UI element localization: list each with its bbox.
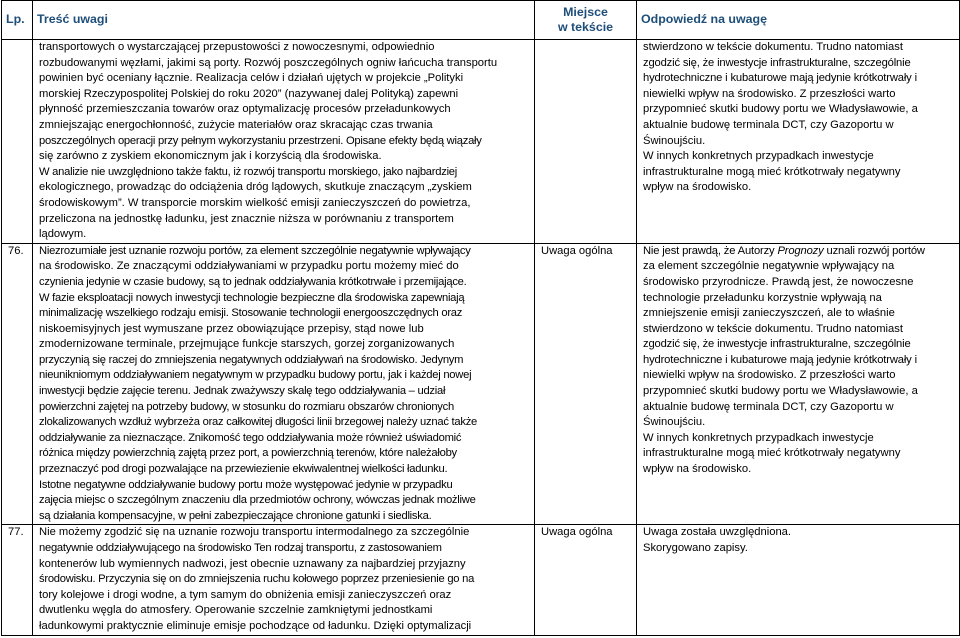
content-line: dwutlenku węgla do atmosfery. Operowanie szczelnie zamkniętymi jednostkami bbox=[39, 604, 433, 617]
content-line: czynienia jedynie w czasie budowy, są to jednak oddziaływania krótkotrwałe i przemijające. bbox=[39, 275, 467, 288]
row-content bbox=[33, 40, 535, 244]
response-line: zgodzić się, że inwestycje infrastrukturalne, szczególnie bbox=[643, 56, 911, 69]
content-line: na środowisko. Ze znaczącymi oddziaływaniami w przypadku portu możemy mieć do bbox=[39, 260, 459, 273]
response-line: aktualnie budowę terminala DCT, czy Gazoportu w bbox=[643, 400, 894, 413]
content-line: tory kolejowe i drogi wodne, a tym samym do obniżenia emisji zanieczyszczeń oraz bbox=[39, 588, 452, 601]
response-line: zmniejszenie emisji zanieczyszczeń, ale to właśnie bbox=[643, 307, 895, 320]
response-line: niewielki wpływ na środowisko. Z przeszłości warto bbox=[643, 369, 896, 382]
response-line: niewielki wpływ na środowisko. Z przeszłości warto bbox=[643, 87, 896, 100]
content-line: niskoemisyjnych jest wymuszane przez obowiązujące przepisy, stąd nowe lub bbox=[39, 322, 424, 335]
table-row bbox=[2, 525, 960, 635]
content-line: przyczynią się raczej do zmniejszenia negatywnych oddziaływań na środowisko. Jedynym bbox=[39, 353, 464, 366]
content-line: ekologicznego, prowadząc do odciążenia dróg lądowych, skutkuje znaczącym „zyskiem bbox=[39, 181, 472, 194]
response-line: stwierdzono w tekście dokumentu. Trudno natomiast bbox=[643, 41, 903, 53]
response-line bbox=[643, 244, 953, 260]
response-text: Nie jest prawdą, że Autorzy bbox=[643, 244, 778, 257]
header-place bbox=[535, 1, 637, 40]
content-line: przeznaczyć pod drogi pozwalające na przewiezienie ekwiwalentnej wielkości ładunku. bbox=[39, 463, 448, 476]
content-line: minimalizację wszelkiego rodzaju emisji. Stosowanie technologii energooszczędnych oraz bbox=[39, 307, 463, 320]
header-lp: Lp. bbox=[2, 1, 33, 40]
response-line: za element szczególnie negatywnie wpływający na bbox=[643, 260, 895, 273]
content-line: są działania kompensacyjne, w pełni zabezpieczające chronione gatunki i siedliska. bbox=[39, 509, 432, 522]
content-line: Nie możemy zgodzić się na uznanie rozwoju transportu intermodalnego za szczególnie bbox=[39, 526, 470, 539]
response-line: hydrotechniczne i kubaturowe mają jedynie krótkotrwały i bbox=[643, 353, 917, 366]
header-response: Odpowiedź na uwagę bbox=[637, 1, 960, 40]
content-line: ładunkowymi praktycznie eliminuje emisje pochodzące od ładunku. Dzięki optymalizacji bbox=[39, 619, 472, 632]
content-line: W analizie nie uwzględniono także faktu, iż rozwój transportu morskiego, jako najbardziej bbox=[39, 165, 458, 178]
response-line: hydrotechniczne i kubaturowe mają jedynie krótkotrwały i bbox=[643, 72, 917, 85]
response-line: infrastrukturalne mogą mieć krótkotrwały negatywny bbox=[643, 447, 901, 460]
content-line: inwestycji będzie zajęcie terenu. Jednak zważywszy skalę tego oddziaływania – udział bbox=[39, 385, 446, 398]
response-line: stwierdzono w tekście dokumentu. Trudno natomiast bbox=[643, 322, 903, 335]
content-line: przeliczona na jednostkę ładunku, jest znacznie niższa w porównaniu z transportem bbox=[39, 212, 454, 225]
response-line: aktualnie budowę terminala DCT, czy Gazoportu w bbox=[643, 118, 894, 131]
content-line: transportowych o wystarczającej przepustowości z nowoczesnymi, odpowiednio bbox=[39, 41, 435, 53]
response-line: przypomnieć skutki budowy portu we Władysławowie, a bbox=[643, 103, 918, 116]
content-line: oddziaływanie za nieznaczące. Znikomość tego oddziaływania może również uświadomić bbox=[39, 431, 462, 444]
comments-table bbox=[1, 0, 960, 636]
content-line: powierzchni zajętej na potrzeby budowy, w stosunku do rozmiaru obszarów chronionych bbox=[39, 400, 454, 413]
row-content bbox=[33, 525, 535, 635]
content-line: lądowym. bbox=[39, 228, 87, 241]
row-place: Uwaga ogólna bbox=[535, 525, 637, 635]
content-line: rozbudowanymi węzłami, jakimi są porty. Rozwój poszczególnych ogniw łańcucha transportu bbox=[39, 56, 498, 69]
table-row bbox=[2, 243, 960, 525]
content-line: W fazie eksploatacji nowych inwestycji technologie bezpieczne dla środowiska zapewniają bbox=[39, 291, 465, 304]
row-lp: 76. bbox=[2, 243, 33, 525]
content-line: się zarówno z zyskiem ekonomicznym jak i korzyścią dla środowiska. bbox=[39, 150, 382, 163]
content-line: poszczególnych operacji przy pełnym wykorzystaniu przestrzeni. Opisane efekty będą wiązały bbox=[39, 134, 482, 147]
response-line: Świnoujściu. bbox=[643, 416, 706, 429]
row-response bbox=[637, 243, 960, 525]
response-line: infrastrukturalne mogą mieć krótkotrwały negatywny bbox=[643, 165, 901, 178]
response-line: Skorygowano zapisy. bbox=[643, 542, 748, 554]
table-header-row bbox=[2, 1, 960, 40]
response-line: Uwaga została uwzględniona. bbox=[643, 526, 792, 539]
content-line: płynność przemieszczania towarów oraz optymalizację procesów przeładunkowych bbox=[39, 103, 451, 116]
content-line: różnica między powierzchnią zajętą przez port, a powierzchnią terenów, które należałoby bbox=[39, 447, 457, 460]
content-line: Istotne negatywne oddziaływanie budowy portu może występować jedynie w przypadku bbox=[39, 478, 453, 491]
row-content bbox=[33, 243, 535, 525]
content-line: Niezrozumiałe jest uznanie rozwoju portów, za element szczególnie negatywnie wpływający bbox=[39, 244, 471, 257]
content-line: zajęcia miejsc o szczególnym znaczeniu dla przedmiotów ochrony, wówczas jednak możliwe bbox=[39, 494, 476, 507]
content-line: zmniejszając energochłonność, zużycie materiałów oraz skracając czas trwania bbox=[39, 118, 433, 131]
content-line: zmodernizowane terminale, przejmujące funkcje starszych, gorzej zorganizowanych bbox=[39, 338, 455, 351]
header-content: Treść uwagi bbox=[33, 1, 535, 40]
response-italic-term: Prognozy bbox=[777, 244, 824, 257]
header-place-line1: Miejsce bbox=[563, 5, 608, 19]
content-line: kontenerów lub wymiennych nadwozi, jest obecnie uznawany za najbardziej przyjazny bbox=[39, 557, 466, 570]
row-lp: 77. bbox=[2, 525, 33, 635]
content-line: środowisku. Przyczynia się on do zmniejszenia ruchu kołowego poprzez przeniesienie go na bbox=[39, 573, 475, 586]
response-line: przypomnieć skutki budowy portu we Władysławowie, a bbox=[643, 385, 918, 398]
content-line: zlokalizowanych wzdłuż wybrzeża oraz całkowitej długości linii brzegowej należy uznać także bbox=[39, 416, 478, 429]
response-line: Świnoujściu. bbox=[643, 134, 706, 147]
header-place-line2: w tekście bbox=[557, 20, 614, 34]
row-place: Uwaga ogólna bbox=[535, 243, 637, 525]
response-line: W innych konkretnych przypadkach inwestycje bbox=[643, 150, 874, 163]
row-place bbox=[535, 40, 637, 244]
row-response bbox=[637, 40, 960, 244]
response-line: wpływ na środowisko. bbox=[643, 463, 752, 476]
content-line: negatywnie oddziaływującego na środowisko Ten rodzaj transportu, z zastosowaniem bbox=[39, 542, 442, 554]
response-line: W innych konkretnych przypadkach inwestycje bbox=[643, 431, 874, 444]
response-line: technologie przeładunku korzystnie wpływają na bbox=[643, 291, 882, 304]
response-line: wpływ na środowisko. bbox=[643, 181, 752, 194]
response-line: zgodzić się, że inwestycje infrastrukturalne, szczególnie bbox=[643, 338, 911, 351]
row-lp bbox=[2, 40, 33, 244]
content-line: powinien być oceniany łącznie. Realizacja celów i działań ujętych w projekcie „Polityki bbox=[39, 72, 464, 85]
table-row bbox=[2, 40, 960, 244]
content-line: morskiej Rzeczypospolitej Polskiej do roku 2020” (nazywanej dalej Polityką) zapewni bbox=[39, 87, 459, 100]
content-line: środowiskowym”. W transporcie morskim wielkość emisji zanieczyszczeń do powietrza, bbox=[39, 196, 471, 209]
response-line: środowisko przyrodnicze. Prawdą jest, że nowoczesne bbox=[643, 275, 914, 288]
row-response bbox=[637, 525, 960, 635]
content-line: nieunikniomym oddziaływaniem negatywnym w przypadku budowy portu, jak i każdej nowej bbox=[39, 369, 472, 382]
response-text: uznali rozwój portów bbox=[823, 244, 925, 257]
